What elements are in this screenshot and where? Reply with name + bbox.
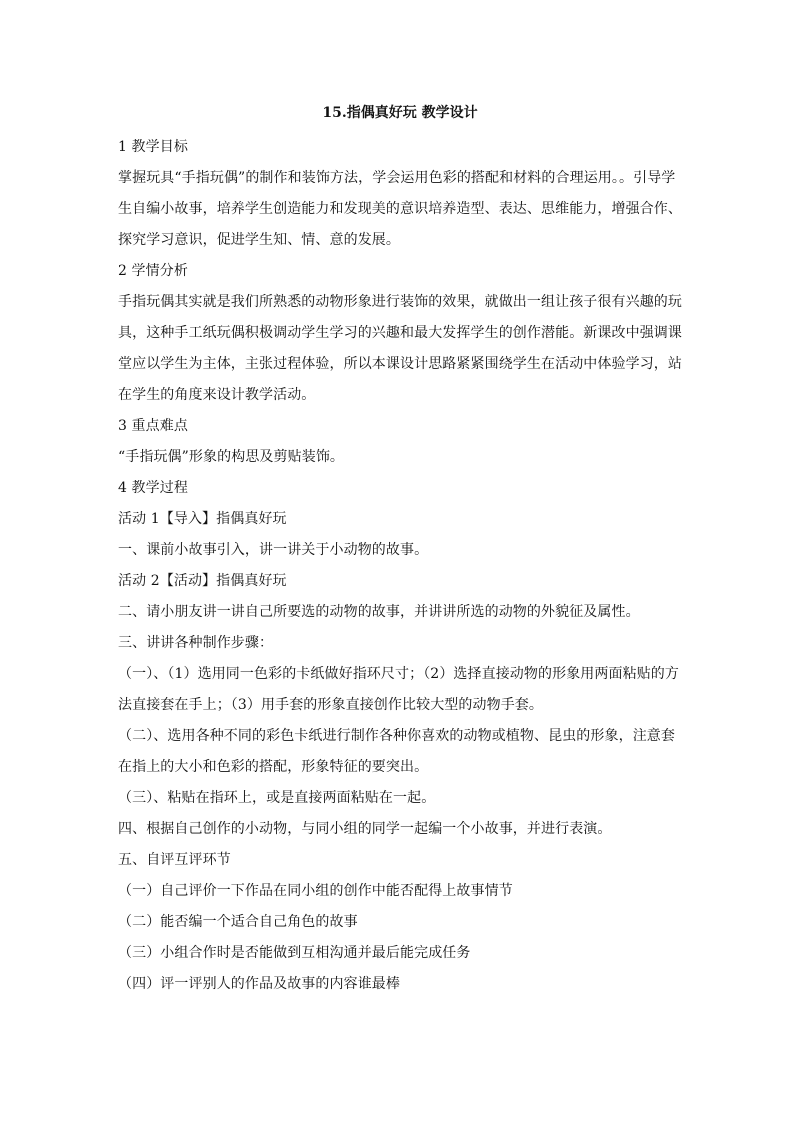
process-step-3-3: （三）、粘贴在指环上，或是直接两面粘贴在一起。 (118, 790, 436, 806)
section-heading-key-points: 3 重点难点 (118, 418, 188, 434)
document-title: 15.指偶真好玩 教学设计 (322, 105, 478, 121)
process-step-5-2: （二）能否编一个适合自己角色的故事 (118, 914, 358, 930)
process-step-5-1: （一）自己评价一下作品在同小组的创作中能否配得上故事情节 (118, 883, 513, 899)
activity-1-heading: 活动 1【导入】指偶真好玩 (118, 511, 287, 527)
process-step-5-3: （三）小组合作时是否能做到互相沟通并最后能完成任务 (118, 945, 471, 961)
process-step-5: 五、自评互评环节 (118, 852, 231, 868)
process-step-4: 四、根据自己创作的小动物，与同小组的同学一起编一个小故事，并进行表演。 (118, 821, 612, 837)
process-step-3-1: （一）、（1）选用同一色彩的卡纸做好指环尺寸；（2）选择直接动物的形象用两面粘贴的方法直接套在手上；（3）用手套的形象直接创作比较大型的动物手套。 (118, 666, 680, 713)
process-step-2: 二、请小朋友讲一讲自己所要选的动物的故事，并讲讲所选的动物的外貌征及属性。 (118, 604, 640, 620)
process-step-5-4: （四）评一评别人的作品及故事的内容谁最棒 (118, 976, 400, 992)
analysis-paragraph: 手指玩偶其实就是我们所熟悉的动物形象进行装饰的效果，就做出一组让孩子很有兴趣的玩具，这种手工纸玩偶积极调动学生学习的兴趣和最大发挥学生的创作潜能。新课改中强调课堂应以学生为主体，主张过程体验，所以本课设计思路紧紧围绕学生在活动中体验学习，站在学生的角度来设计教学活动。 (118, 294, 682, 403)
goals-paragraph: 掌握玩具“手指玩偶”的制作和装饰方法，学会运用色彩的搭配和材料的合理运用。。引导学生自编小故事，培养学生创造能力和发现美的意识培养造型、表达、思维能力，增强合作、探究学习意识，促进学生知、情、意的发展。 (118, 170, 682, 248)
key-points-paragraph: “手指玩偶”形象的构思及剪贴装饰。 (118, 449, 345, 465)
section-heading-analysis: 2 学情分析 (118, 263, 188, 279)
section-heading-process: 4 教学过程 (118, 480, 188, 496)
process-step-3-2: （二）、选用各种不同的彩色卡纸进行制作各种你喜欢的动物或植物、昆虫的形象，注意套在指上的大小和色彩的搭配，形象特征的要突出。 (118, 728, 675, 775)
section-heading-goals: 1 教学目标 (118, 139, 188, 155)
process-step-1: 一、课前小故事引入，讲一讲关于小动物的故事。 (118, 542, 429, 558)
process-step-3: 三、讲讲各种制作步骤： (118, 635, 274, 651)
activity-2-heading: 活动 2【活动】指偶真好玩 (118, 573, 287, 589)
